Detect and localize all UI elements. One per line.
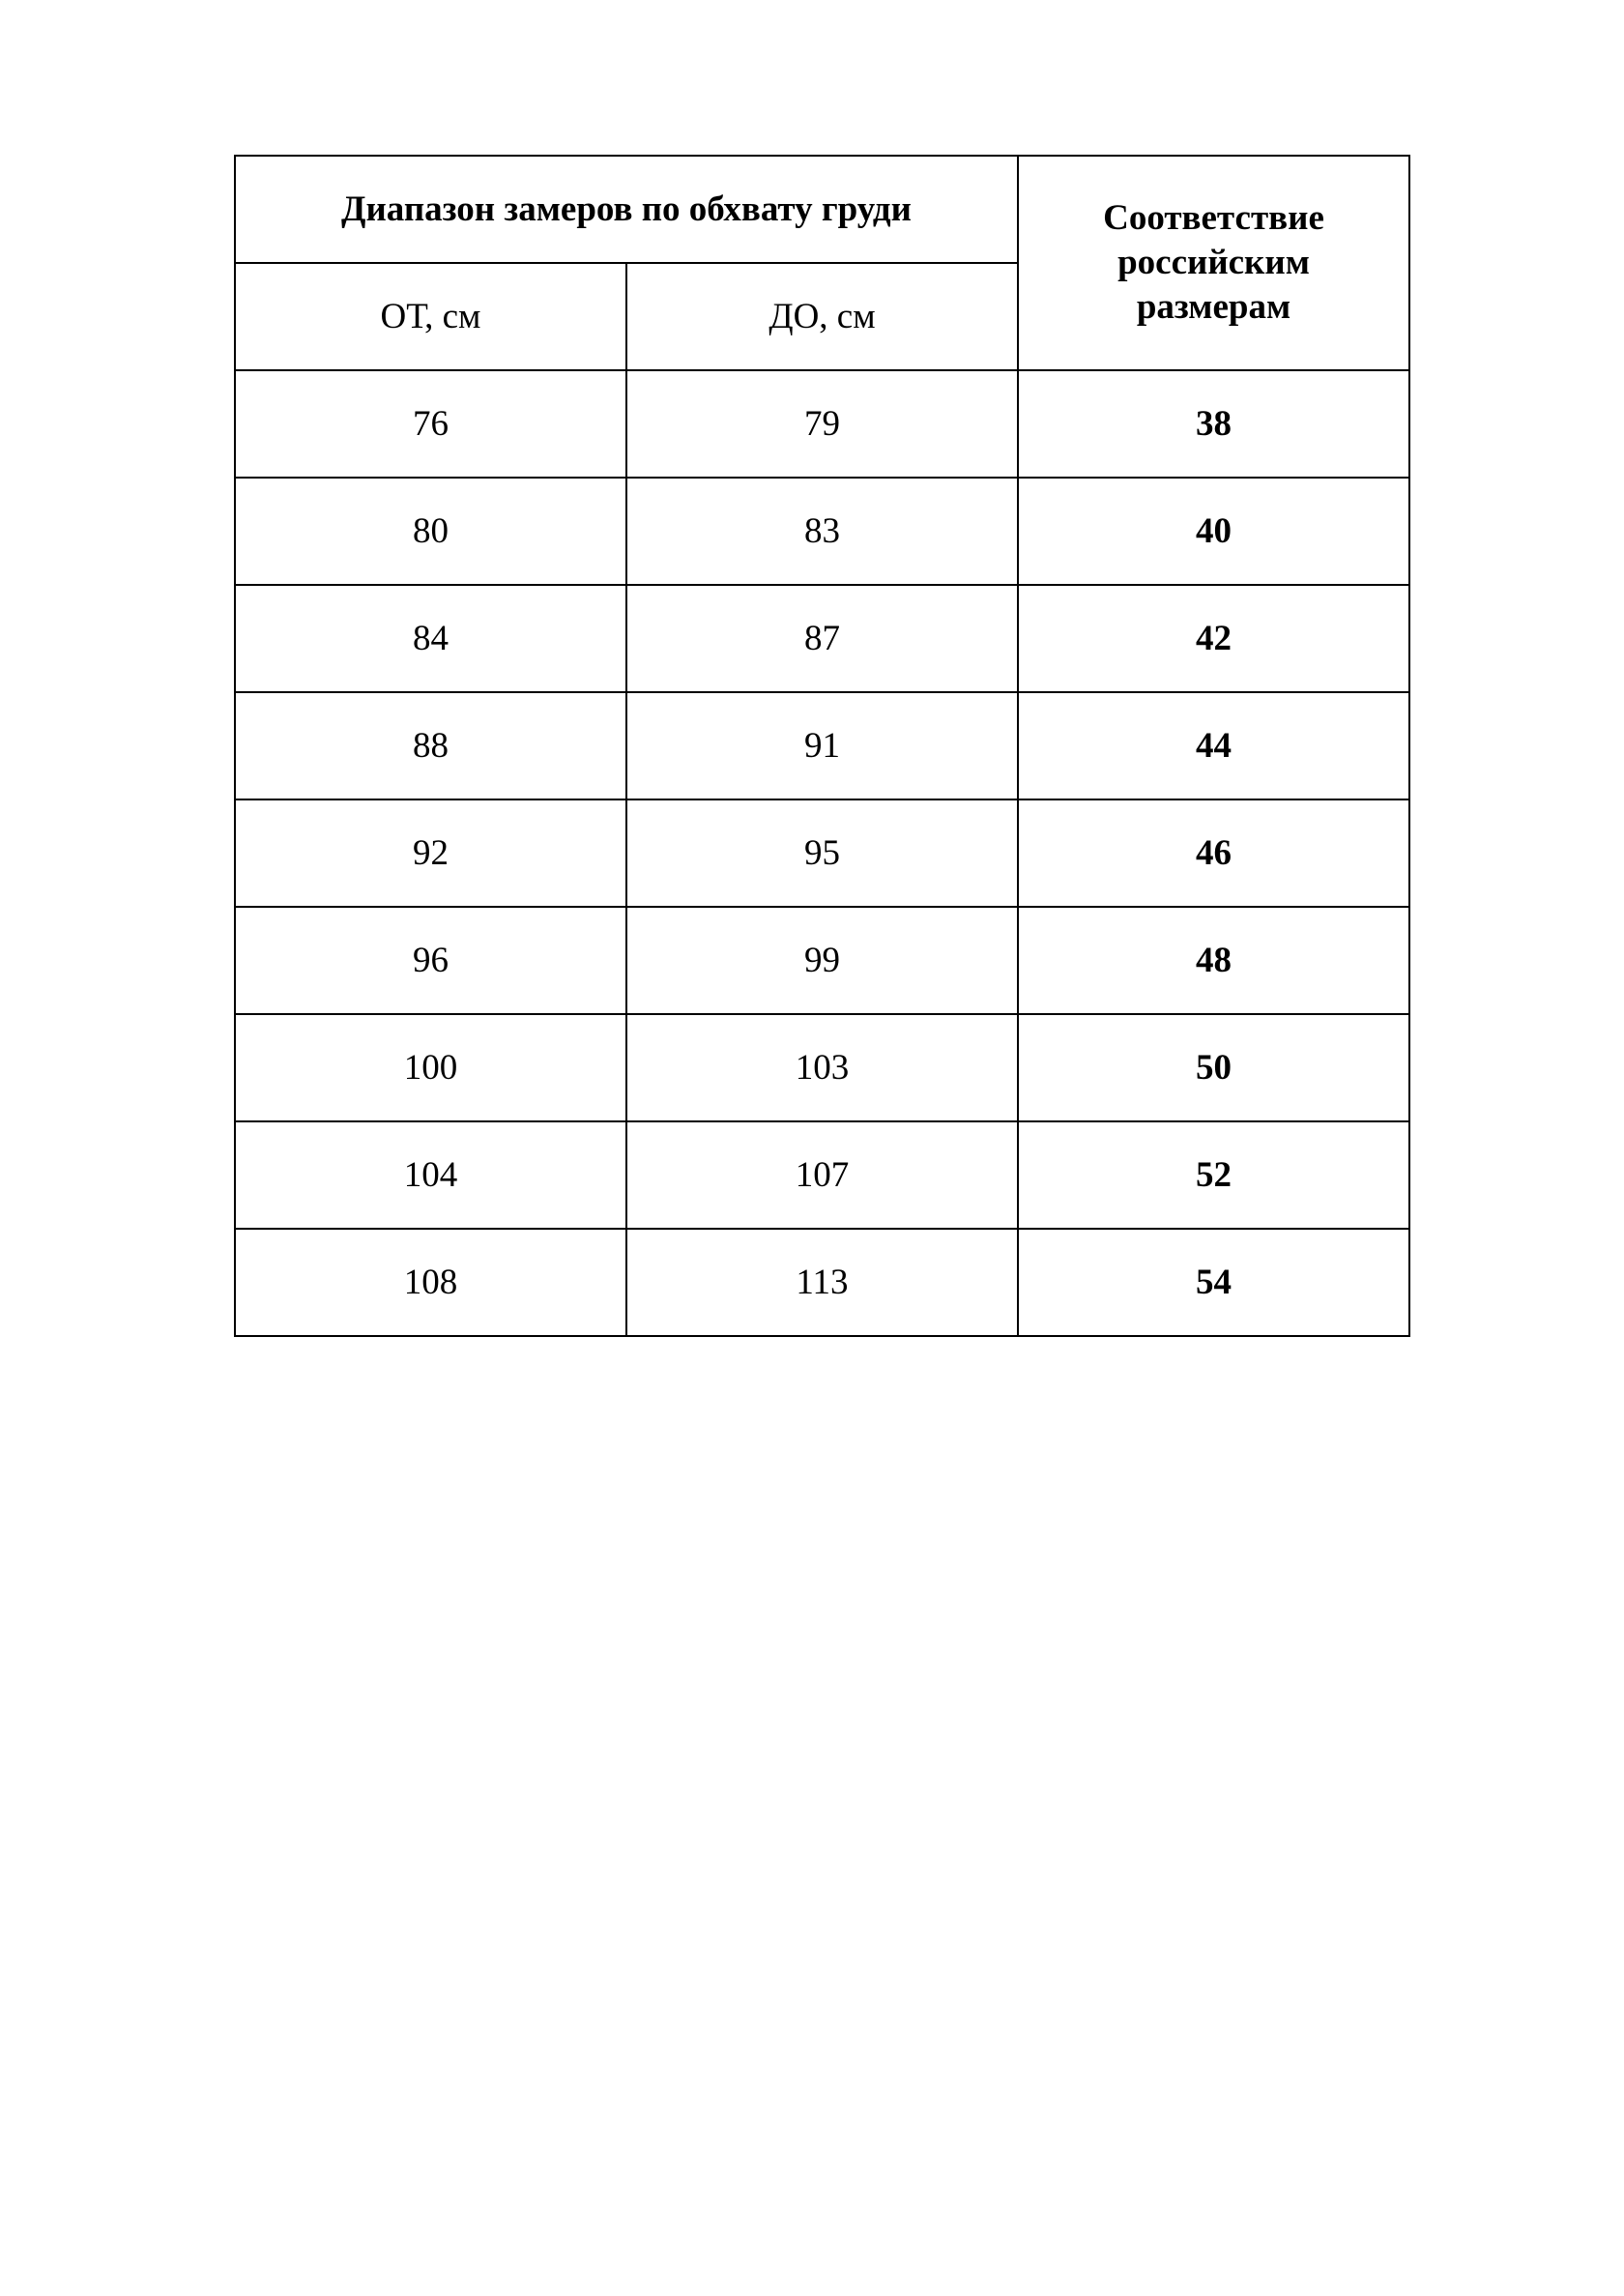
table-row: [235, 1121, 1409, 1229]
table-row: [235, 907, 1409, 1014]
to-cell: 95: [626, 799, 1018, 907]
size-cell: 40: [1018, 478, 1409, 585]
size-cell: 46: [1018, 799, 1409, 907]
from-cell: 108: [235, 1229, 626, 1336]
from-cell: 92: [235, 799, 626, 907]
to-cell: 83: [626, 478, 1018, 585]
from-cell: 104: [235, 1121, 626, 1229]
size-cell: 42: [1018, 585, 1409, 692]
to-cell: 113: [626, 1229, 1018, 1336]
from-cell: 84: [235, 585, 626, 692]
size-cell: 54: [1018, 1229, 1409, 1336]
to-cell: 99: [626, 907, 1018, 1014]
from-cell: 88: [235, 692, 626, 799]
from-cell: 100: [235, 1014, 626, 1121]
table-row: [235, 585, 1409, 692]
size-chart-table: [234, 155, 1410, 1337]
size-cell: 50: [1018, 1014, 1409, 1121]
to-header: ДО, см: [626, 263, 1018, 370]
to-cell: 91: [626, 692, 1018, 799]
from-header: ОТ, см: [235, 263, 626, 370]
size-cell: 52: [1018, 1121, 1409, 1229]
from-cell: 76: [235, 370, 626, 478]
russian-size-header: Соответствие российским размерам: [1018, 156, 1409, 370]
table-row: [235, 1229, 1409, 1336]
from-cell: 80: [235, 478, 626, 585]
table-row: [235, 799, 1409, 907]
to-cell: 87: [626, 585, 1018, 692]
from-cell: 96: [235, 907, 626, 1014]
to-cell: 107: [626, 1121, 1018, 1229]
chest-range-header: Диапазон замеров по обхвату груди: [235, 156, 1018, 263]
table-row: [235, 1014, 1409, 1121]
to-cell: 79: [626, 370, 1018, 478]
size-cell: 48: [1018, 907, 1409, 1014]
header-row: [235, 156, 1409, 263]
to-cell: 103: [626, 1014, 1018, 1121]
table-row: [235, 370, 1409, 478]
table-row: [235, 692, 1409, 799]
size-cell: 38: [1018, 370, 1409, 478]
table-row: [235, 478, 1409, 585]
size-cell: 44: [1018, 692, 1409, 799]
